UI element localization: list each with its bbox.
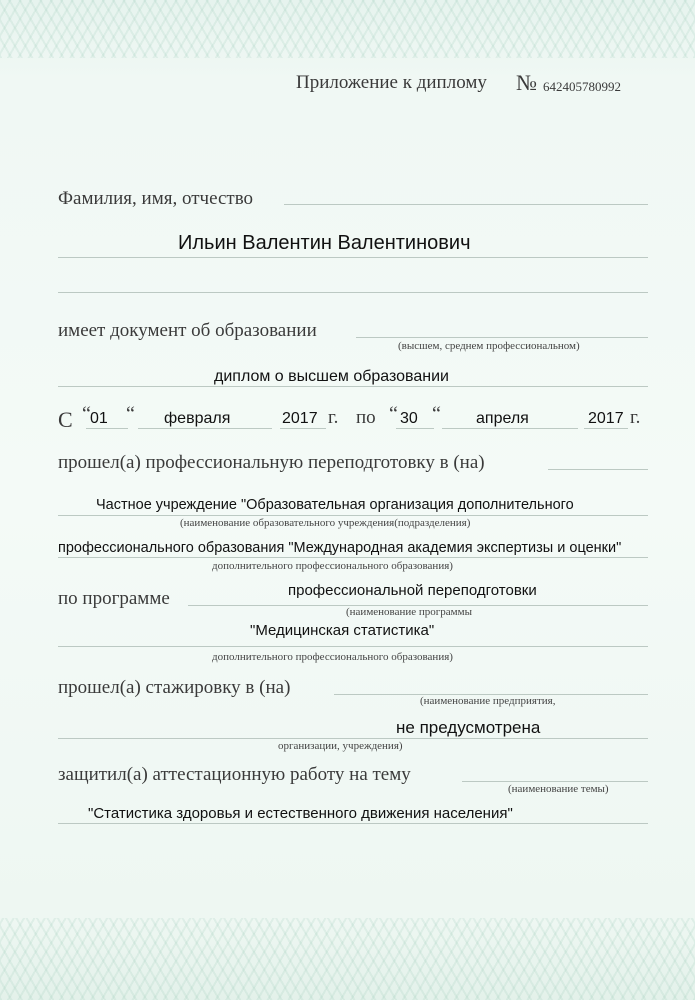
internship-hint2: организации, учреждения) (278, 740, 403, 752)
institution-line1-rule (58, 515, 648, 516)
period-to: по (356, 407, 376, 428)
institution-hint2: дополнительного профессионального образования) (212, 560, 453, 572)
end-month-line (442, 428, 578, 429)
end-year-suffix: г. (630, 407, 641, 428)
education-hint: (высшем, среднем профессиональном) (398, 340, 580, 352)
program-hint1: (наименование программы (346, 606, 472, 618)
end-month: апреля (476, 410, 529, 427)
institution-hint1: (наименование образовательного учреждения(подразделения) (180, 517, 471, 529)
program-value2-line (58, 646, 648, 647)
name-label: Фамилия, имя, отчество (58, 188, 254, 209)
thesis-label: защитил(а) аттестационную работу на тему (58, 764, 411, 785)
start-day-line (86, 428, 128, 429)
education-document: диплом о высшем образовании (214, 368, 449, 385)
thesis-line (462, 781, 648, 782)
start-year-suffix: г. (328, 407, 339, 428)
program-value1: профессиональной переподготовки (288, 582, 537, 599)
end-day: 30 (400, 410, 418, 427)
internship-label: прошел(а) стажировку в (на) (58, 677, 291, 698)
education-label: имеет документ об образовании (58, 320, 317, 341)
internship-value-line (58, 738, 648, 739)
internship-hint1: (наименование предприятия, (420, 695, 556, 707)
number-sign: № (516, 70, 537, 95)
program-label: по программе (58, 588, 170, 609)
end-year-line (584, 428, 628, 429)
name-extra-line (58, 292, 648, 293)
retraining-line (548, 469, 648, 470)
start-month-line (138, 428, 272, 429)
start-day: 01 (90, 410, 108, 427)
start-year-line (280, 428, 326, 429)
start-month: февраля (164, 410, 231, 427)
diploma-number: 642405780992 (543, 79, 621, 94)
retraining-label: прошел(а) профессиональную переподготовку в (на) (58, 452, 485, 473)
internship-value: не предусмотрена (396, 718, 541, 737)
end-year: 2017 (588, 410, 624, 427)
period-prefix: С (58, 407, 73, 432)
program-hint2: дополнительного профессионального образования) (212, 651, 453, 663)
thesis-topic-line (58, 823, 648, 824)
thesis-hint: (наименование темы) (508, 783, 609, 795)
name-line (284, 204, 648, 205)
end-day-line (396, 428, 434, 429)
open-quote-end: “ (389, 403, 398, 425)
decorative-border-bottom (0, 918, 695, 1000)
thesis-topic: "Статистика здоровья и естественного движения населения" (88, 805, 513, 822)
name-value-line (58, 257, 648, 258)
decorative-border-top (0, 0, 695, 58)
close-quote-start: “ (126, 403, 135, 425)
institution-line2-rule (58, 557, 648, 558)
full-name: Ильин Валентин Валентинович (178, 232, 471, 254)
education-line (356, 337, 648, 338)
institution-line2: профессионального образования "Международная академия экспертизы и оценки" (58, 540, 622, 556)
program-value2: "Медицинская статистика" (250, 622, 435, 639)
institution-line1: Частное учреждение "Образовательная организация дополнительного (96, 497, 574, 513)
open-quote-start: “ (82, 403, 91, 425)
education-value-line (58, 386, 648, 387)
start-year: 2017 (282, 410, 318, 427)
close-quote-end: “ (432, 403, 441, 425)
document-title: Приложение к диплому (296, 72, 487, 93)
